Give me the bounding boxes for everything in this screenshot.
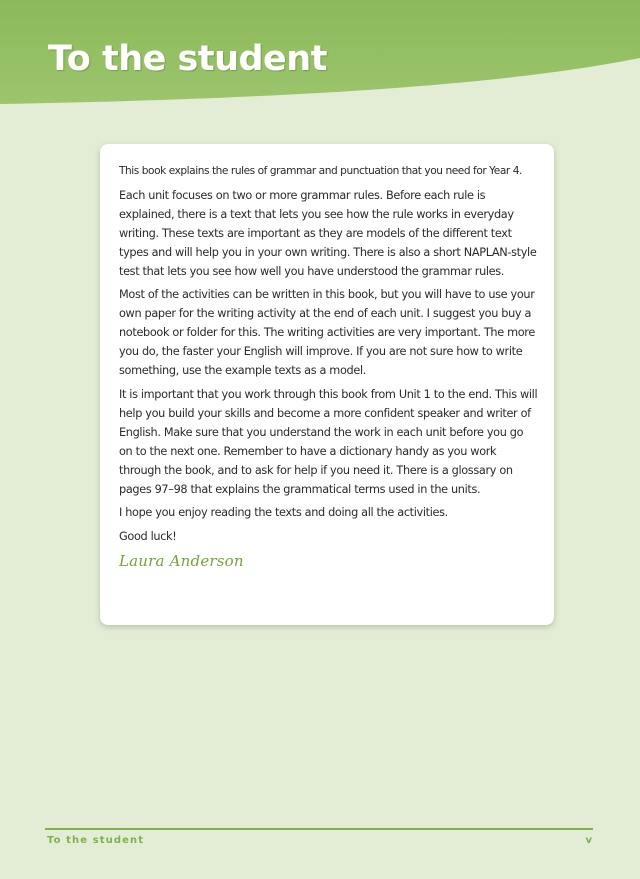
- letter-paragraph-order: It is important that you work through this book from Unit 1 to the end. This will help you build your skills and become a more confident speaker and writer of English. Make sure that you understand the work in each unit before you go on to the next one. Remember to have a dictionary handy as you work through the book, and to ask for help if you need it. There is a glossary on pages 97–98 that explains the grammatical terms used in the units.: [119, 387, 538, 496]
- footer-section-label: To the student: [47, 835, 145, 846]
- letter-card: [100, 144, 554, 625]
- letter-paragraph-good-luck: Good luck!: [119, 530, 177, 544]
- letter-paragraph-activities: Most of the activities can be written in this book, but you will have to use your own paper for the writing activity at the end of each unit. I suggest you buy a notebook or folder for this. The writing activities are very important. The more you do, the faster your English will improve. If you are not sure how to write something, use the example texts as a model.: [119, 288, 535, 378]
- page-title: To the student: [48, 39, 327, 79]
- footer-divider: [45, 828, 593, 830]
- page-number: v: [585, 835, 592, 846]
- letter-paragraph-intro: This book explains the rules of grammar and punctuation that you need for Year 4.: [119, 165, 522, 177]
- letter-paragraph-units: Each unit focuses on two or more grammar rules. Before each rule is explained, there is a text that lets you see how the rule works in everyday writing. These texts are important as they are models of the different text types and will help you in your own writing. There is also a short NAPLAN-style test that lets you see how well you have understood the grammar rules.: [119, 188, 537, 278]
- letter-paragraph-closing: I hope you enjoy reading the texts and doing all the activities.: [119, 506, 448, 520]
- author-signature: Laura Anderson: [119, 552, 244, 571]
